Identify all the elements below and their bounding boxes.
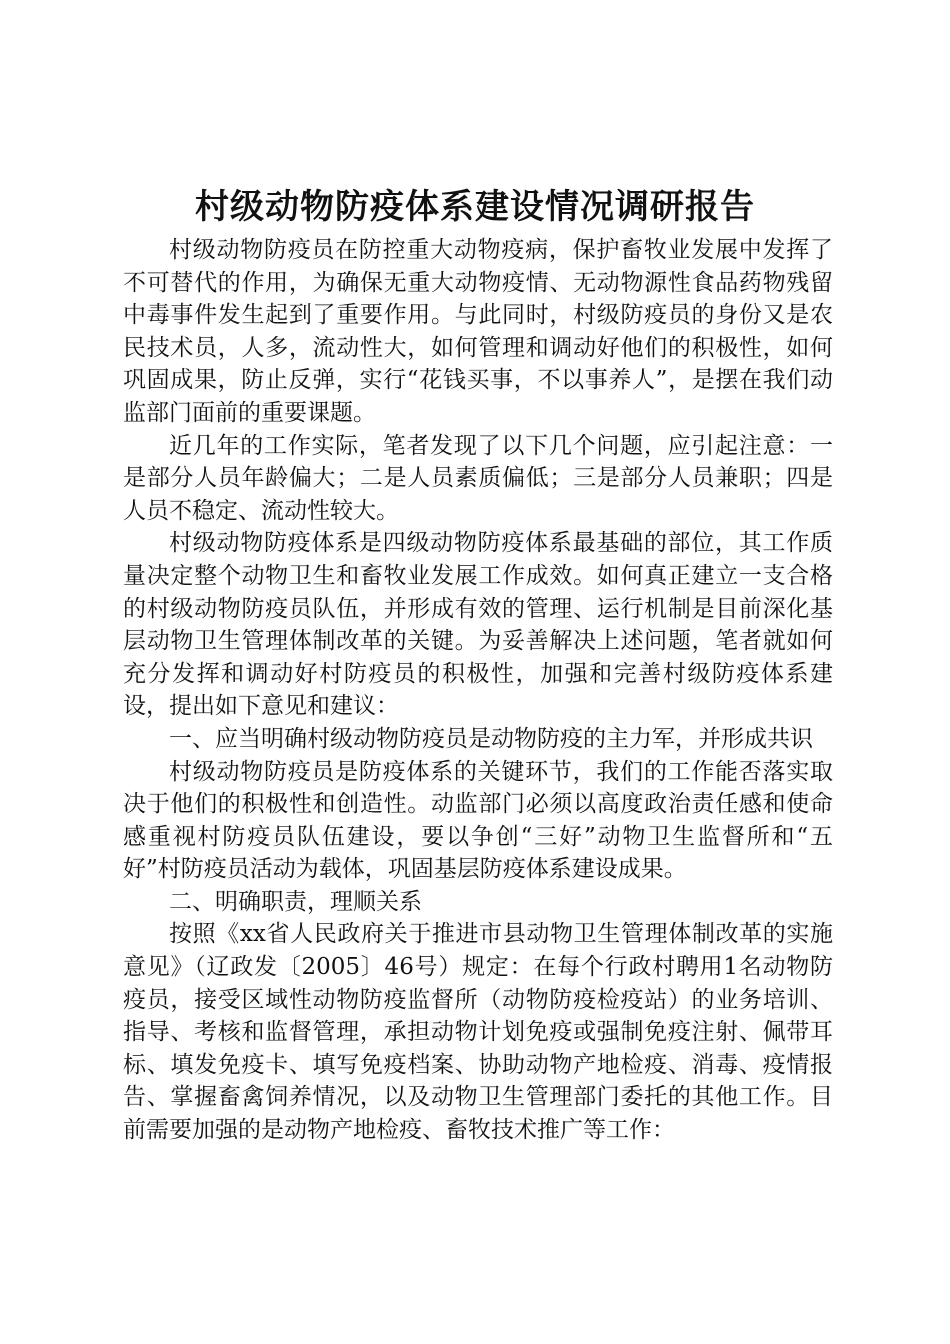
paragraph-system: 村级动物防疫体系是四级动物防疫体系最基础的部位，其工作质量决定整个动物卫生和畜牧业发展工作成效。如何真正建立一支合格的村级动物防疫员队伍，并形成有效的管理、运行机制是目前深化基层动物卫生管理体制改革的关键。为妥善解决上述问题，笔者就如何充分发挥和调动好村防疫员的积极性，加强和完善村级防疫体系建设，提出如下意见和建议： [123,530,833,720]
section-heading-2: 二、明确职责，理顺关系 [169,888,422,915]
document-title: 村级动物防疫体系建设情况调研报告 [195,187,755,227]
section-heading-1: 一、应当明确村级动物防疫员是动物防疫的主力军，并形成共识 [169,725,813,752]
paragraph-section-1: 村级动物防疫员是防疫体系的关键环节，我们的工作能否落实取决于他们的积极性和创造性。动监部门必须以高度政治责任感和使命感重视村防疫员队伍建设，要以争创“三好”动物卫生监督所和“五好”村防疫员活动为载体，巩固基层防疫体系建设成果。 [123,758,833,883]
paragraph-intro: 村级动物防疫员在防控重大动物疫病，保护畜牧业发展中发挥了不可替代的作用，为确保无重大动物疫情、无动物源性食品药物残留中毒事件发生起到了重要作用。与此同时，村级防疫员的身份又是农民技术员，人多，流动性大，如何管理和调动好他们的积极性，如何巩固成果，防止反弹，实行“花钱买事，不以事养人”，是摆在我们动监部门面前的重要课题。 [123,237,833,426]
document-body [123,234,833,1147]
paragraph-section-2: 按照《xx省人民政府关于推进市县动物卫生管理体制改革的实施意见》（辽政发〔2005〕46号）规定：在每个行政村聘用1名动物防疫员，接受区域性动物防疫监督所（动物防疫检疫站）的业务培训、指导、考核和监督管理，承担动物计划免疫或强制免疫注射、佩带耳标、填发免疫卡、填写免疫档案、协助动物产地检疫、消毒、疫情报告、掌握畜禽饲养情况，以及动物卫生管理部门委托的其他工作。目前需要加强的是动物产地检疫、畜牧技术推广等工作： [123,921,833,1144]
paragraph-problems: 近几年的工作实际，笔者发现了以下几个问题，应引起注意：一是部分人员年龄偏大；二是人员素质偏低；三是部分人员兼职；四是人员不稳定、流动性较大。 [123,432,833,524]
